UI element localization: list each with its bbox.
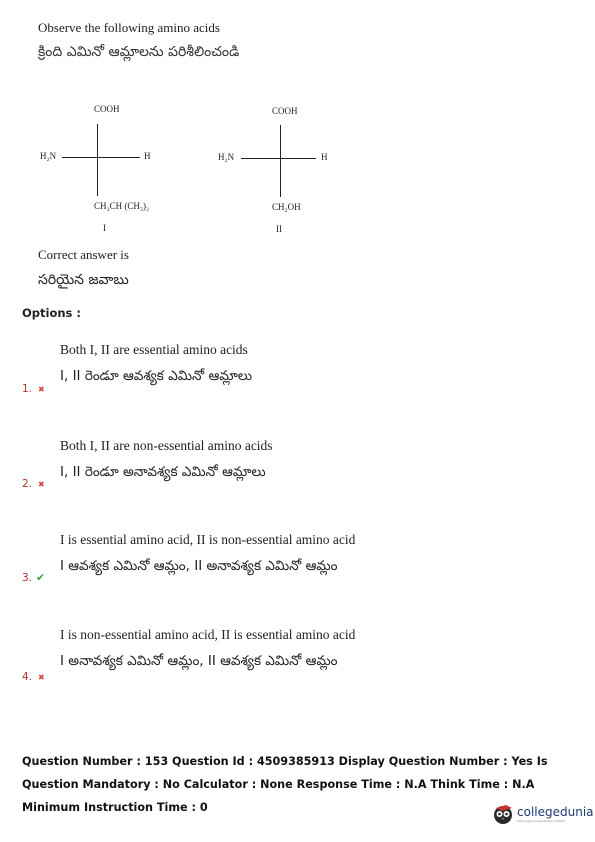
option-2-text-telugu: I, II రెండూ అనావశ్యక ఎమినో ఆమ్లాలు	[60, 464, 266, 480]
question-text-english: Observe the following amino acids	[38, 20, 220, 35]
structure-ii-horizontal-bond	[241, 158, 316, 159]
correct-answer-prompt-telugu: సరియైన జవాబు	[38, 272, 129, 288]
structure-ii-bottom: CH₂OH	[272, 202, 301, 212]
structure-i-bottom: CH₂CH (CH₃)₂	[94, 201, 150, 211]
option-4-number: 4.	[22, 671, 33, 683]
structure-i-vertical-bond	[97, 124, 98, 196]
structure-i-label: I	[103, 223, 106, 233]
logo-name: collegedunia	[517, 805, 594, 819]
option-4-text-telugu: I అనావశ్యక ఎమినో ఆమ్లం, II ఆవశ్యక ఎమినో ఆమ్లం	[60, 653, 338, 669]
collegedunia-logo	[492, 803, 594, 825]
option-1-text-telugu: I, II రెండూ ఆవశ్యక ఎమినో ఆమ్లాలు	[60, 368, 253, 384]
structure-ii-label: II	[276, 224, 282, 234]
option-3-check-icon: ✔	[36, 572, 46, 584]
structure-ii-top: COOH	[272, 106, 298, 116]
structure-ii-right: H	[321, 152, 328, 162]
logo-tagline: India's largest Student Review Platform	[517, 819, 565, 823]
option-1-number: 1.	[22, 383, 33, 395]
owl-icon	[492, 803, 514, 825]
question-metadata: Question Number : 153 Question Id : 4509385913 Display Question Number : Yes Is Question Mandatory : No Calculator : None Response Time : N.A Think Time : N.A Minimum Instruction Time : 0	[22, 755, 548, 814]
structure-i-top: COOH	[94, 104, 120, 114]
structure-i-left: H₂N	[40, 151, 57, 161]
option-2-text-english: Both I, II are non-essential amino acids	[60, 438, 273, 453]
option-4-wrong-icon: ✖	[38, 673, 45, 682]
question-text-telugu: క్రింది ఎమినో ఆమ్లాలను పరిశీలించండి	[38, 44, 240, 60]
structure-i-right: H	[144, 151, 151, 161]
structure-ii-left: H₂N	[218, 152, 235, 162]
option-2-number: 2.	[22, 478, 33, 490]
option-3-text-telugu: I ఆవశ్యక ఎమినో ఆమ్లం, II అనావశ్యక ఎమినో ఆమ్లం	[60, 558, 338, 574]
structure-ii-vertical-bond	[280, 125, 281, 197]
structure-i-horizontal-bond	[62, 157, 140, 158]
option-3-number: 3.	[22, 572, 33, 584]
correct-answer-prompt-english: Correct answer is	[38, 247, 129, 262]
option-1-wrong-icon: ✖	[38, 385, 45, 394]
options-label: Options :	[22, 306, 81, 320]
option-3-text-english: I is essential amino acid, II is non-essential amino acid	[60, 532, 356, 547]
option-4-text-english: I is non-essential amino acid, II is essential amino acid	[60, 627, 356, 642]
option-1-text-english: Both I, II are essential amino acids	[60, 342, 248, 357]
option-2-wrong-icon: ✖	[38, 480, 45, 489]
